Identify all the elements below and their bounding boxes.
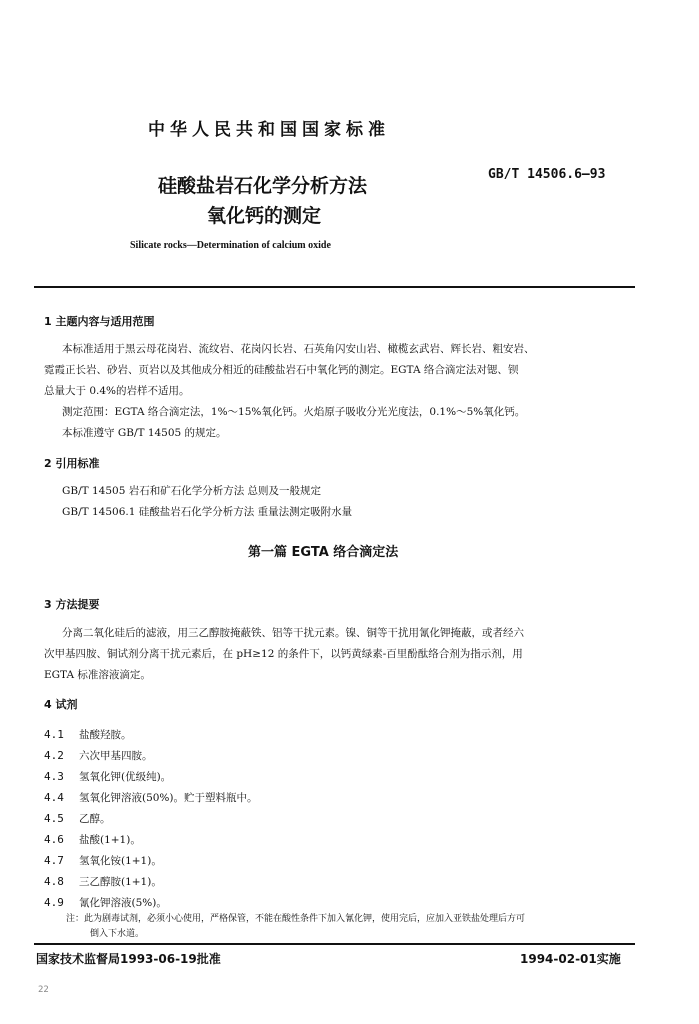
reagent-text: 氰化钾溶液(5%)。 <box>78 897 167 909</box>
note-line1: 注：此为剧毒试剂，必须小心使用，严格保管，不能在酸性条件下加入氰化钾，使用完后，应加入亚铁盐处理后方可 <box>66 914 526 924</box>
reagent-text: 氢氧化钾溶液(50%)。贮于塑料瓶中。 <box>78 792 258 804</box>
section3-heading: 3 方法提要 <box>44 598 100 611</box>
reagent-number: 4.3 <box>44 770 64 783</box>
part-heading: 第一篇 EGTA 络合滴定法 <box>248 545 399 560</box>
list-item <box>44 786 258 805</box>
reagent-number: 4.5 <box>44 812 64 825</box>
reagent-number: 4.7 <box>44 854 64 867</box>
section4-heading: 4 试剂 <box>44 698 78 711</box>
reference-standard-1: GB/T 14505 岩石和矿石化学分析方法 总则及一般规定 <box>62 485 322 497</box>
list-item <box>44 807 110 826</box>
list-item <box>44 723 131 742</box>
document-title-line1: 硅酸盐岩石化学分析方法 <box>158 175 368 197</box>
document-title-line2: 氧化钙的测定 <box>207 205 322 227</box>
section1-paragraph-line1: 本标准适用于黑云母花岗岩、流纹岩、花岗闪长岩、石英角闪安山岩、橄榄玄武岩、辉长岩、粗安岩、 <box>62 343 535 355</box>
section1-paragraph-line3: 总量大于 0.4%的岩样不适用。 <box>44 385 190 397</box>
national-standard-heading: 中华人民共和国国家标准 <box>148 120 390 140</box>
section3-line2: 次甲基四胺、铜试剂分离干扰元素后，在 pH≥12 的条件下，以钙黄绿素-百里酚酞络合剂为指示剂，用 <box>44 648 523 660</box>
section1-paragraph-line2: 霓霞正长岩、砂岩、页岩以及其他成分相近的硅酸盐岩石中氧化钙的测定。EGTA 络合滴定法对锶、钡 <box>44 364 519 376</box>
reagent-number: 4.8 <box>44 875 64 888</box>
approval-date: 国家技术监督局1993-06-19批准 <box>36 952 221 966</box>
measurement-range: 测定范围：EGTA 络合滴定法，1%～15%氧化钙。火焰原子吸收分光光度法，0.1%～5%氧化钙。 <box>62 406 526 418</box>
reference-standard-2: GB/T 14506.1 硅酸盐岩石化学分析方法 重量法测定吸附水量 <box>62 506 353 518</box>
list-item <box>44 849 162 868</box>
page-number: 22 <box>38 985 49 995</box>
section3-line3: EGTA 标准溶液滴定。 <box>44 669 151 681</box>
header-divider <box>34 286 635 288</box>
list-item <box>44 744 152 763</box>
reagent-text: 盐酸(1+1)。 <box>78 834 141 846</box>
list-item <box>44 870 162 889</box>
reagent-number: 4.2 <box>44 749 64 762</box>
list-item <box>44 765 171 784</box>
reagent-number: 4.4 <box>44 791 64 804</box>
standard-number: GB/T 14506.6—93 <box>488 167 606 182</box>
reagent-text: 氢氧化铵(1+1)。 <box>78 855 162 867</box>
implementation-date: 1994-02-01实施 <box>520 952 621 966</box>
reagent-text: 乙醇。 <box>78 813 111 825</box>
english-title: Silicate rocks—Determination of calcium oxide <box>130 240 331 251</box>
reagent-number: 4.6 <box>44 833 64 846</box>
section1-heading: 1 主题内容与适用范围 <box>44 315 155 328</box>
list-item <box>44 891 167 910</box>
reagent-text: 三乙醇胺(1+1)。 <box>78 876 162 888</box>
reagent-text: 氢氧化钾(优级纯)。 <box>78 771 172 783</box>
reagent-text: 盐酸羟胺。 <box>78 729 132 741</box>
note-line2: 倒入下水道。 <box>90 929 145 939</box>
reagent-number: 4.9 <box>44 896 64 909</box>
compliance-statement: 本标准遵守 GB/T 14505 的规定。 <box>62 427 227 439</box>
section3-line1: 分离二氧化硅后的滤液，用三乙醇胺掩蔽铁、铝等干扰元素。镍、铜等干扰用氰化钾掩蔽，或者经六 <box>62 627 524 639</box>
section2-heading: 2 引用标准 <box>44 457 100 470</box>
reagent-text: 六次甲基四胺。 <box>78 750 153 762</box>
footer-divider <box>34 943 635 945</box>
list-item <box>44 828 141 847</box>
reagent-number: 4.1 <box>44 728 64 741</box>
